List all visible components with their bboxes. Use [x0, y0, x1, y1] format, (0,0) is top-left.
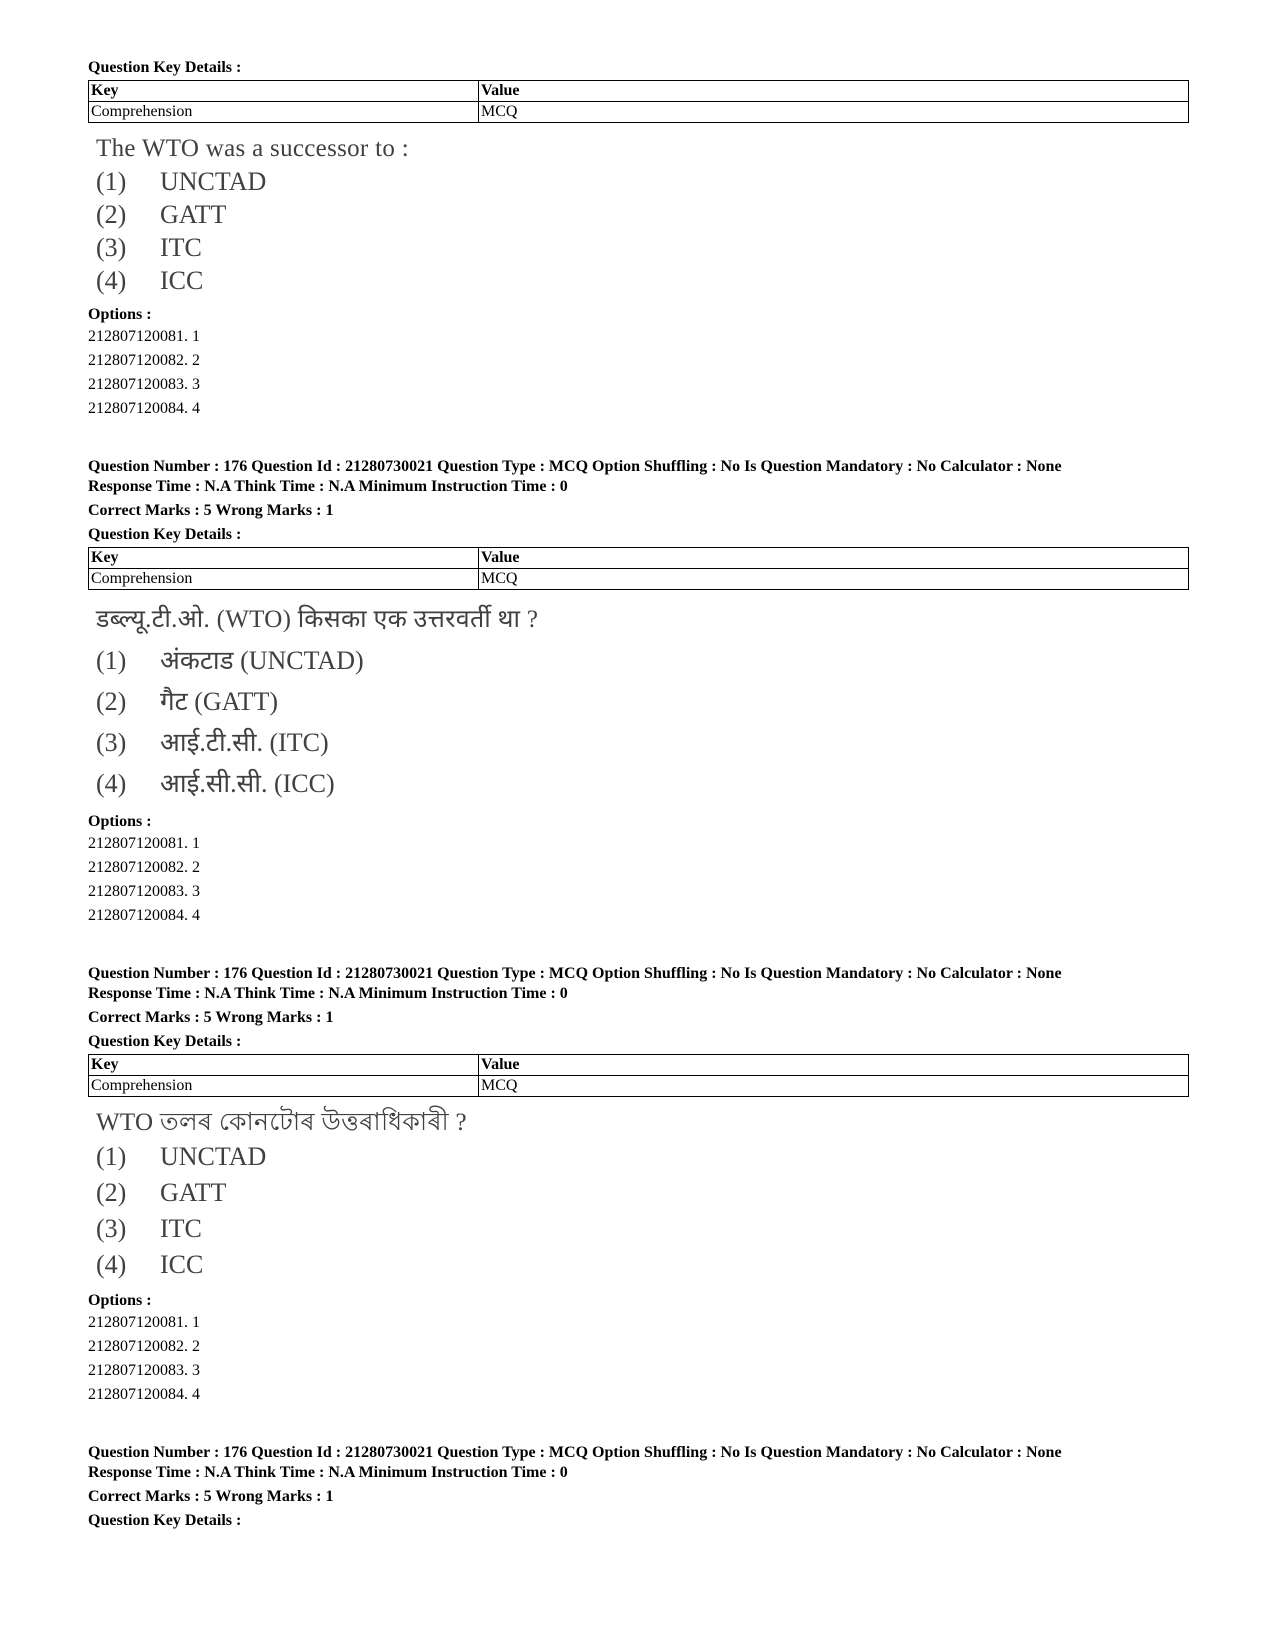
question-option [96, 722, 1188, 763]
table-header-key: Key [89, 548, 479, 569]
question-option [96, 165, 1188, 198]
option-label: ITC [160, 233, 202, 262]
option-number: (1) [96, 646, 127, 675]
question-text: WTO তলৰ কোনটোৰ উত্তৰাধিকাৰী ? [96, 1109, 467, 1136]
option-id: 212807120082. 2 [88, 1338, 200, 1355]
table-cell-value: MCQ [479, 569, 1189, 590]
key-details-label: Question Key Details : [88, 1512, 242, 1529]
option-number: (3) [96, 728, 127, 757]
table-header-value: Value [479, 548, 1189, 569]
options-list [88, 325, 1188, 421]
options-label: Options : [88, 813, 152, 830]
option-id: 212807120084. 4 [88, 1386, 200, 1403]
option-id: 212807120084. 4 [88, 907, 200, 924]
option-label: ITC [160, 1214, 202, 1243]
table-cell-key: Comprehension [89, 569, 479, 590]
question-meta-line-1: Question Number : 176 Question Id : 21280730021 Question Type : MCQ Option Shuffling : No Is Question Mandatory : No Calculator : None [88, 1444, 1062, 1461]
option-number: (4) [96, 1250, 127, 1279]
key-details-label: Question Key Details : [88, 1033, 242, 1050]
options-list [88, 832, 1188, 928]
table-header-row [89, 1055, 1189, 1076]
question-option [96, 231, 1188, 264]
question-option [96, 1211, 1188, 1247]
option-id: 212807120082. 2 [88, 352, 200, 369]
option-label: गैट (GATT) [160, 687, 278, 716]
option-id: 212807120081. 1 [88, 835, 200, 852]
option-number: (1) [96, 167, 127, 196]
question-meta-line-2: Response Time : N.A Think Time : N.A Minimum Instruction Time : 0 [88, 985, 568, 1002]
question-option [96, 763, 1188, 804]
question-image-english [96, 133, 1188, 297]
question-text: The WTO was a successor to : [96, 135, 409, 162]
option-id: 212807120081. 1 [88, 328, 200, 345]
table-cell-value: MCQ [479, 102, 1189, 123]
option-id: 212807120083. 3 [88, 883, 200, 900]
question-meta-line-2: Response Time : N.A Think Time : N.A Minimum Instruction Time : 0 [88, 478, 568, 495]
option-id: 212807120083. 3 [88, 1362, 200, 1379]
option-label: GATT [160, 200, 227, 229]
question-option [96, 681, 1188, 722]
key-details-table [88, 80, 1189, 123]
option-label: UNCTAD [160, 167, 267, 196]
option-id: 212807120084. 4 [88, 400, 200, 417]
table-row [89, 569, 1189, 590]
option-label: ICC [160, 1250, 204, 1279]
question-option [96, 1139, 1188, 1175]
table-header-row [89, 81, 1189, 102]
question-meta-line-1: Question Number : 176 Question Id : 21280730021 Question Type : MCQ Option Shuffling : No Is Question Mandatory : No Calculator : None [88, 965, 1062, 982]
question-image-assamese [96, 1107, 1188, 1283]
key-details-table [88, 547, 1189, 590]
document-page [88, 58, 1188, 1531]
option-label: अंकटाड (UNCTAD) [160, 646, 364, 675]
key-details-label: Question Key Details : [88, 526, 242, 543]
question-option [96, 1247, 1188, 1283]
table-header-key: Key [89, 81, 479, 102]
option-number: (3) [96, 233, 127, 262]
option-id: 212807120081. 1 [88, 1314, 200, 1331]
option-number: (3) [96, 1214, 127, 1243]
question-text: डब्ल्यू.टी.ओ. (WTO) किसका एक उत्तरवर्ती था ? [96, 606, 539, 633]
key-details-table [88, 1054, 1189, 1097]
table-cell-value: MCQ [479, 1076, 1189, 1097]
options-label: Options : [88, 306, 152, 323]
question-block-next [88, 1443, 1188, 1531]
question-block-english [88, 58, 1188, 421]
option-label: GATT [160, 1178, 227, 1207]
table-row [89, 102, 1189, 123]
options-section [88, 812, 1188, 928]
table-header-key: Key [89, 1055, 479, 1076]
option-number: (4) [96, 266, 127, 295]
key-details-label: Question Key Details : [88, 59, 242, 76]
option-label: आई.टी.सी. (ITC) [160, 728, 329, 757]
option-number: (1) [96, 1142, 127, 1171]
option-label: UNCTAD [160, 1142, 267, 1171]
table-header-row [89, 548, 1189, 569]
marks-line: Correct Marks : 5 Wrong Marks : 1 [88, 1009, 334, 1026]
option-number: (2) [96, 200, 127, 229]
table-cell-key: Comprehension [89, 1076, 479, 1097]
question-block-hindi [88, 457, 1188, 928]
question-option [96, 198, 1188, 231]
question-option [96, 1175, 1188, 1211]
options-list [88, 1311, 1188, 1407]
option-id: 212807120083. 3 [88, 376, 200, 393]
option-number: (2) [96, 1178, 127, 1207]
question-option [96, 640, 1188, 681]
option-label: ICC [160, 266, 204, 295]
question-option [96, 264, 1188, 297]
option-number: (2) [96, 687, 127, 716]
question-block-assamese [88, 964, 1188, 1407]
marks-line: Correct Marks : 5 Wrong Marks : 1 [88, 502, 334, 519]
options-section [88, 305, 1188, 421]
marks-line: Correct Marks : 5 Wrong Marks : 1 [88, 1488, 334, 1505]
options-section [88, 1291, 1188, 1407]
option-label: आई.सी.सी. (ICC) [160, 769, 335, 798]
table-cell-key: Comprehension [89, 102, 479, 123]
table-header-value: Value [479, 81, 1189, 102]
table-header-value: Value [479, 1055, 1189, 1076]
table-row [89, 1076, 1189, 1097]
options-label: Options : [88, 1292, 152, 1309]
question-meta-line-1: Question Number : 176 Question Id : 21280730021 Question Type : MCQ Option Shuffling : No Is Question Mandatory : No Calculator : None [88, 458, 1062, 475]
option-number: (4) [96, 769, 127, 798]
question-meta-line-2: Response Time : N.A Think Time : N.A Minimum Instruction Time : 0 [88, 1464, 568, 1481]
question-image-hindi [96, 600, 1188, 804]
option-id: 212807120082. 2 [88, 859, 200, 876]
